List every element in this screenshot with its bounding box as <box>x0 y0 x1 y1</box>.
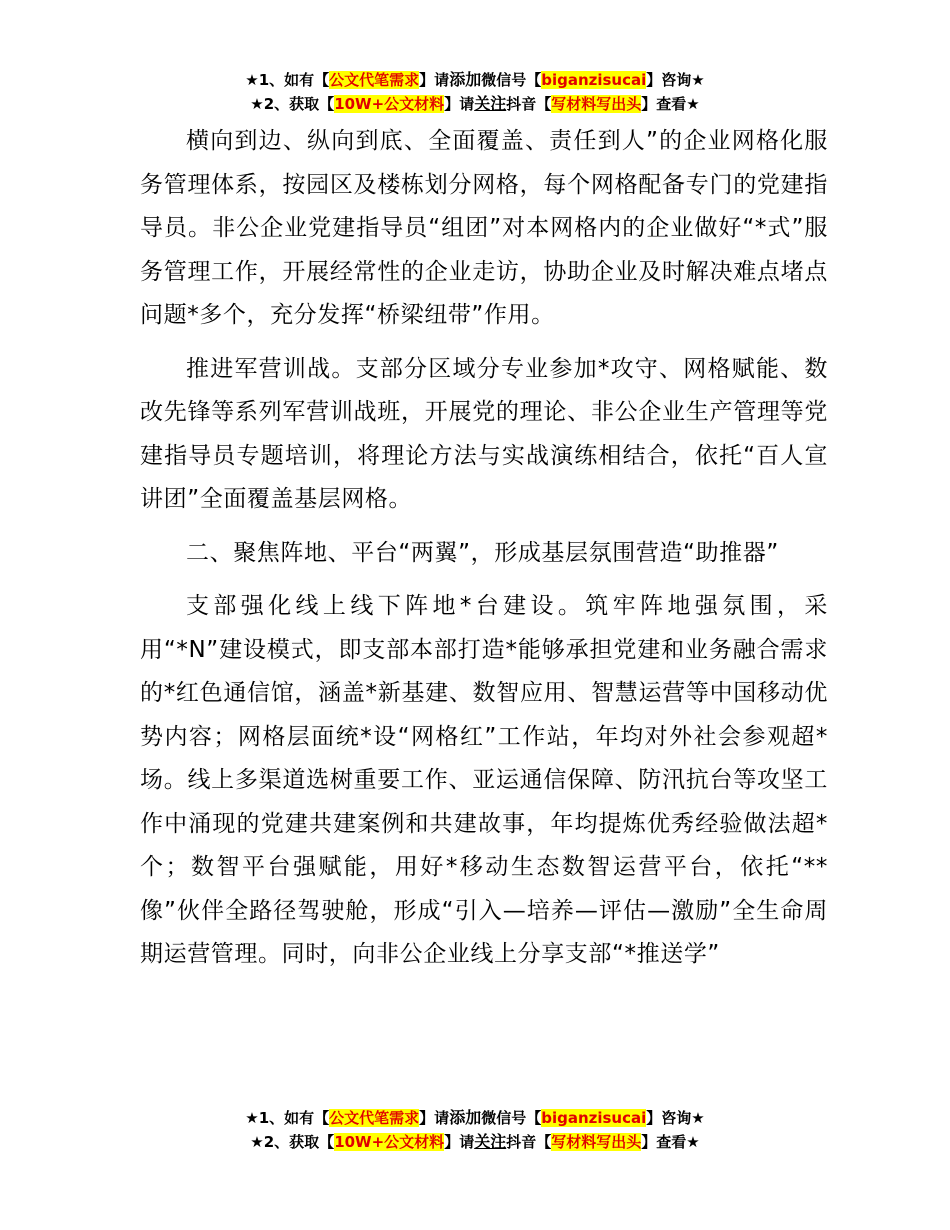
paragraph-platform: 支部强化线上线下阵地*台建设。筑牢阵地强氛围，采用“*N”建设模式，即支部本部打造*能够承担党建和业务融合需求的*红色通信馆，涵盖*新基建、数智应用、智慧运营等中国移动优势内容；网格层面统*设“网格红”工作站，年均对外社会参观超*场。线上多渠道选树重要工作、亚运通信保障、防汛抗台等攻坚工作中涌现的党建共建案例和共建故事，年均提炼优秀经验做法超*个；数智平台强赋能，用好*移动生态数智运营平台，依托“**像”伙伴全路径驾驶舱，形成“引入—培养—评估—激励”全生命周期运营管理。同时，向非公企业线上分享支部“*推送学” <box>140 593 828 967</box>
document-body <box>140 120 828 977</box>
footer-line-2: ★2、获取【10W+公文材料】请关注抖音【写材料写出头】查看★ <box>250 1132 700 1151</box>
banner-highlight-materials: 10W+公文材料 <box>334 95 445 113</box>
footer-line-1: ★1、如有【公文代笔需求】请添加微信号【biganzisucai】咨询★ <box>245 1108 705 1127</box>
footer-banner <box>0 1106 950 1154</box>
banner-line-1: ★1、如有【公文代笔需求】请添加微信号【biganzisucai】咨询★ <box>245 70 705 89</box>
paragraph-training: 推进军营训战。支部分区域分专业参加*攻守、网格赋能、数改先锋等系列军营训战班，开展党的理论、非公企业生产管理等党建指导员专题培训，将理论方法与实战演练相结合，依托“百人宣讲团”全面覆盖基层网格。 <box>140 355 828 512</box>
banner-highlight-douyin: 写材料写出头 <box>551 95 642 113</box>
banner-highlight-service: 公文代笔需求 <box>329 71 420 89</box>
banner-highlight-wechat-id: biganzisucai <box>541 71 647 89</box>
header-banner <box>0 68 950 116</box>
banner-line-2: ★2、获取【10W+公文材料】请关注抖音【写材料写出头】查看★ <box>250 94 700 113</box>
paragraph-grid-system: 横向到边、纵向到底、全面覆盖、责任到人”的企业网格化服务管理体系，按园区及楼栋划分网格，每个网格配备专门的党建指导员。非公企业党建指导员“组团”对本网格内的企业做好“*式”服务管理工作，开展经常性的企业走访，协助企业及时解决难点堵点问题*多个，充分发挥“桥梁纽带”作用。 <box>140 128 828 328</box>
section-heading: 二、聚焦阵地、平台“两翼”，形成基层氛围营造“助推器” <box>186 539 779 566</box>
